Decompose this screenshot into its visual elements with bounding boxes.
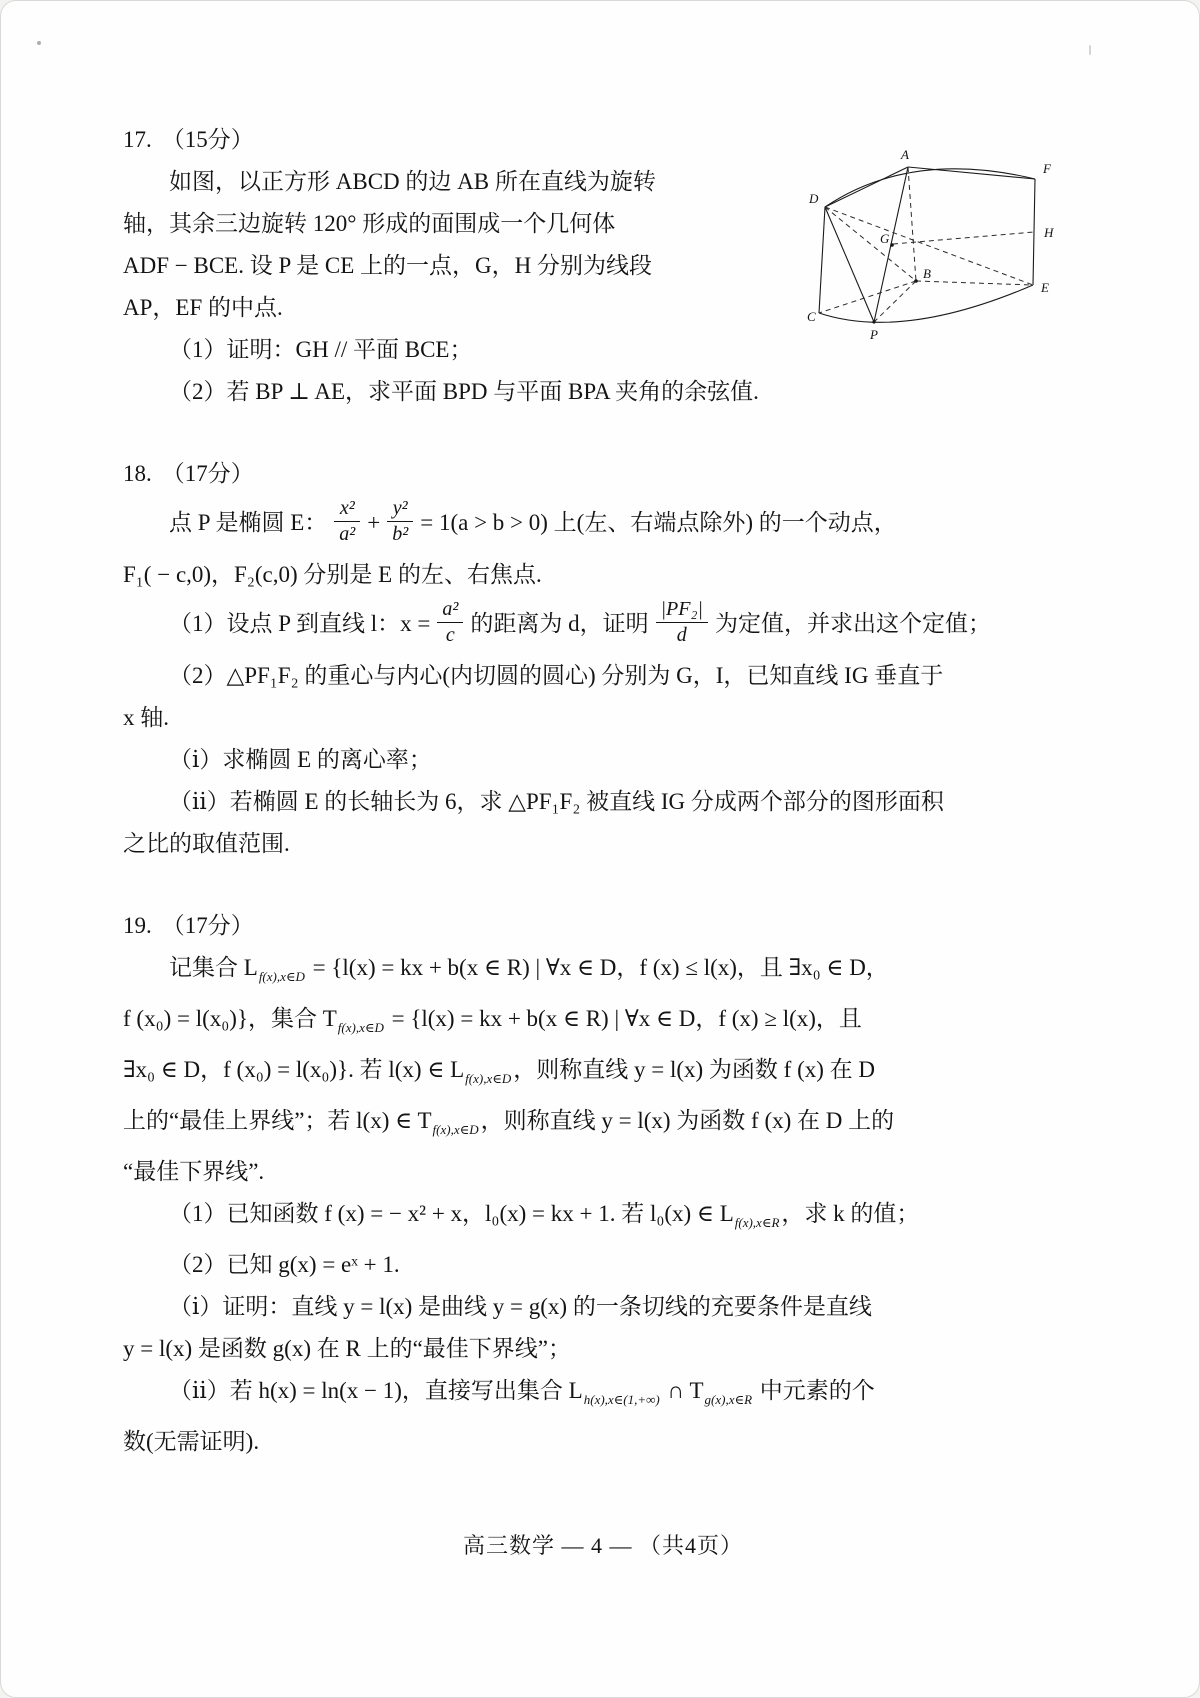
figure-edges-dashed <box>819 167 1034 322</box>
text-span: ，则称直线 y = l(x) 为函数 f (x) 在 D <box>513 1057 876 1082</box>
page-footer: 高三数学 — 4 — （共4页） <box>462 1533 743 1558</box>
question-part-2: （2）若 BP ⊥ AE，求平面 BPD 与平面 BPA 夹角的余弦值. <box>169 379 759 404</box>
text-line: 数(无需证明). <box>123 1429 260 1454</box>
vertex-label-A: A <box>901 147 909 162</box>
vertex-label-P: P <box>870 327 878 342</box>
text-line: F₁( − c,0)，F₂(c,0) 分别是 E 的左、右焦点. <box>123 562 542 587</box>
scan-speck <box>1089 45 1091 55</box>
problem-number: 19. <box>123 913 152 938</box>
vertex-label-D: D <box>809 191 819 206</box>
question-part-1 <box>123 1193 1083 1244</box>
text-span: f (x₀) = l(x₀)}，集合 T <box>123 1006 337 1031</box>
question-part-2-ii: （ⅱ）若椭圆 E 的长轴长为 6，求 △PF₁F₂ 被直线 IG 分成两个部分的图形面积 <box>169 789 944 814</box>
edge-DC <box>819 207 825 313</box>
text-span: （1）已知函数 f (x) = − x² + x，l₀(x) = kx + 1. 若 l₀(x) ∈ L <box>169 1201 734 1226</box>
text-line: x 轴. <box>123 705 169 730</box>
problem-18-heading <box>123 453 1083 495</box>
question-part-1 <box>123 596 1083 655</box>
text-span: = {l(x) = kx + b(x ∈ R) | ∀x ∈ D，f (x) ≤ l(x)，且 ∃x₀ ∈ D， <box>306 955 889 980</box>
edge-bottom-arc-CPE <box>819 285 1033 322</box>
vertex-label-H: H <box>1044 225 1054 240</box>
edge-DA <box>825 167 908 207</box>
vertex-label-E: E <box>1041 280 1049 295</box>
fraction-denominator: d <box>656 622 708 647</box>
figure-vertex-dots <box>872 243 917 323</box>
set-subscript: f(x),x∈R <box>734 1215 780 1230</box>
fraction-numerator: a² <box>442 598 459 620</box>
text-line: y = l(x) 是函数 g(x) 在 R 上的“最佳下界线”； <box>123 1336 572 1361</box>
text-line <box>123 1100 1083 1151</box>
text-line: AP，EF 的中点. <box>123 295 283 320</box>
math-fraction <box>334 497 360 546</box>
set-subscript: f(x),x∈D <box>258 969 305 984</box>
fraction-numerator: y² <box>392 497 408 519</box>
text-line <box>123 947 1083 998</box>
text-span: 点 P 是椭圆 E： <box>169 509 328 535</box>
dot-G <box>890 243 894 247</box>
text-span: 中元素的个 <box>754 1378 875 1403</box>
problem-score: （15分） <box>161 127 254 152</box>
fraction-denominator: a² <box>334 521 360 546</box>
problem-18-section <box>123 453 1083 865</box>
edge-GH <box>893 232 1034 244</box>
text-line <box>123 495 1083 554</box>
text-line: 如图，以正方形 ABCD 的边 AB 所在直线为旋转 <box>169 169 656 194</box>
edge-BC <box>819 281 916 313</box>
dot-P <box>872 320 875 323</box>
text-line <box>123 998 1083 1049</box>
text-line: 之比的取值范围. <box>123 831 290 856</box>
problem-number: 18. <box>123 461 152 486</box>
vertex-label-G: G <box>880 231 890 246</box>
text-span: （ⅱ）若 h(x) = ln(x − 1)，直接写出集合 L <box>169 1378 583 1403</box>
text-line <box>123 1049 1083 1100</box>
figure-vertex-labels <box>807 147 1054 342</box>
edge-top-arc-DF <box>825 169 1035 207</box>
text-span: + <box>367 509 381 535</box>
edge-FE <box>1033 179 1035 285</box>
fraction-denominator: b² <box>387 521 413 546</box>
question-part-2: （2）△PF₁F₂ 的重心与内心(内切圆的圆心) 分别为 G，I，已知直线 IG 垂直于 <box>169 663 944 688</box>
edge-DP <box>825 207 874 322</box>
vertex-label-C: C <box>807 309 816 324</box>
dot-B <box>914 279 918 283</box>
text-span: 的距离为 d，证明 <box>470 610 649 636</box>
text-span: ，则称直线 y = l(x) 为函数 f (x) 在 D 上的 <box>480 1108 895 1133</box>
set-subscript: f(x),x∈D <box>465 1071 512 1086</box>
set-subscript: g(x),x∈R <box>704 1392 753 1407</box>
text-span: = {l(x) = kx + b(x ∈ R) | ∀x ∈ D，f (x) ≥ l(x)，且 <box>385 1006 862 1031</box>
problem-19-section <box>123 905 1083 1463</box>
math-fraction <box>437 598 463 647</box>
edge-AB-axis <box>908 167 916 281</box>
question-part-1: （1）证明：GH // 平面 BCE； <box>169 337 473 362</box>
problem-number: 17. <box>123 127 152 152</box>
math-fraction <box>387 497 413 546</box>
question-part-2-i: （ⅰ）求椭圆 E 的离心率； <box>169 747 432 772</box>
figure-edges-solid <box>819 167 1035 322</box>
fraction-denominator: c <box>437 622 463 647</box>
text-line: “最佳下界线”. <box>123 1159 265 1184</box>
vertex-label-F: F <box>1043 161 1051 176</box>
text-span: = 1(a > b > 0) 上(左、右端点除外) 的一个动点， <box>420 509 897 535</box>
problem-19-heading <box>123 905 1083 947</box>
problem-score: （17分） <box>161 913 254 938</box>
problem-score: （17分） <box>161 461 254 486</box>
math-fraction <box>656 598 708 647</box>
fraction-numerator: x² <box>339 497 355 519</box>
edge-BE <box>916 281 1033 285</box>
set-subscript: h(x),x∈(1,+∞) <box>583 1392 660 1407</box>
text-span: ∃x₀ ∈ D，f (x₀) = l(x₀)}. 若 l(x) ∈ L <box>123 1057 465 1082</box>
set-subscript: f(x),x∈D <box>337 1020 384 1035</box>
question-part-2-i: （ⅰ）证明：直线 y = l(x) 是曲线 y = g(x) 的一条切线的充要条件是直线 <box>169 1294 872 1319</box>
edge-DB <box>825 207 916 281</box>
solid-of-revolution-figure <box>803 145 1083 350</box>
question-part-2-ii <box>123 1370 1083 1421</box>
text-span: 为定值，并求出这个定值； <box>714 610 991 636</box>
text-span: 上的“最佳上界线”；若 l(x) ∈ T <box>123 1108 432 1133</box>
fraction-numerator: |PF₂| <box>660 598 703 620</box>
text-line: 轴，其余三边旋转 120° 形成的面围成一个几何体 <box>123 211 616 236</box>
text-span: 记集合 L <box>169 955 258 980</box>
set-subscript: f(x),x∈D <box>432 1122 479 1137</box>
text-span: ∩ T <box>661 1378 704 1403</box>
problem-17-section <box>123 119 1083 413</box>
text-span: ，求 k 的值； <box>781 1201 920 1226</box>
question-part-2: （2）已知 g(x) = eˣ + 1. <box>169 1252 400 1277</box>
vertex-label-B: B <box>923 266 931 281</box>
text-span: （1）设点 P 到直线 l：x = <box>169 610 431 636</box>
edge-BP <box>874 281 916 322</box>
text-line: ADF − BCE. 设 P 是 CE 上的一点，G，H 分别为线段 <box>123 253 653 278</box>
scan-speck <box>37 41 41 45</box>
